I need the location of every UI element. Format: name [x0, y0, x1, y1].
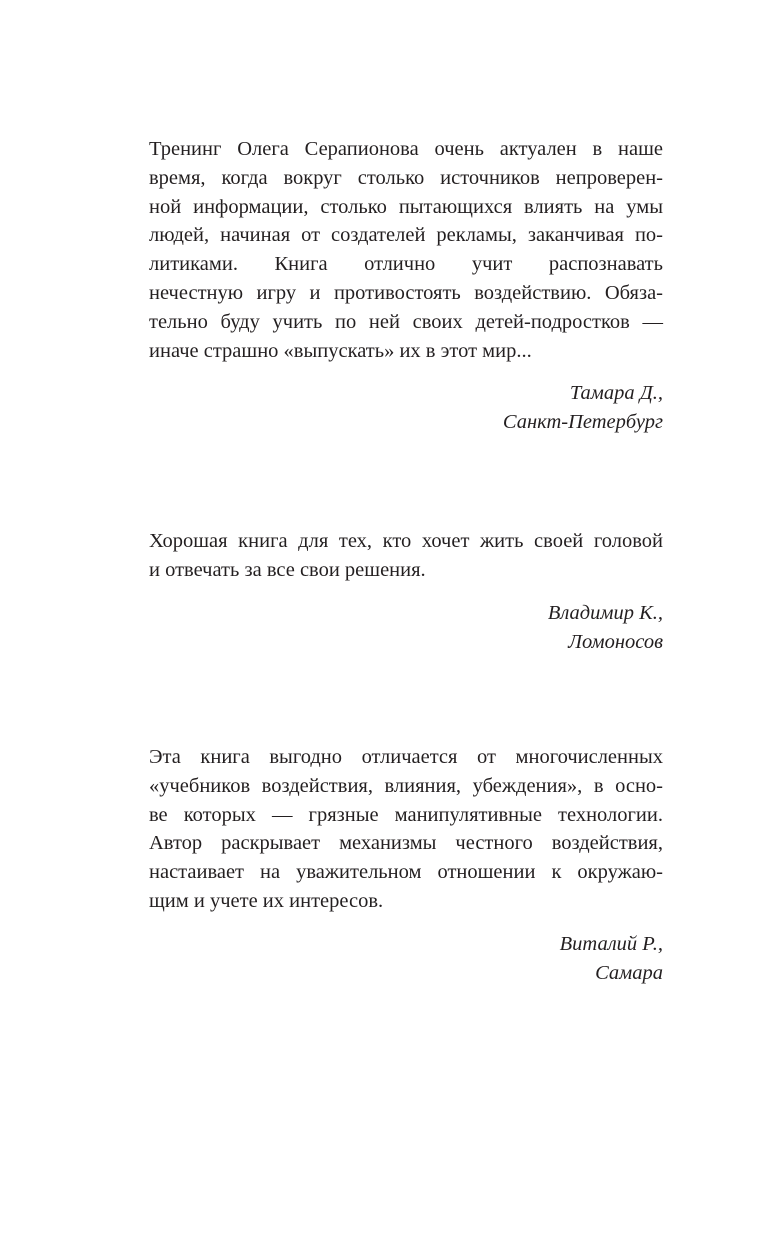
text-line: время, когда вокруг столько источников непроверен-: [149, 166, 663, 189]
text-line: ной информации, столько пытающихся влиять на умы: [149, 195, 663, 218]
text-line: ве которых — грязные манипулятивные технологии.: [149, 803, 663, 826]
review-signature: [149, 930, 663, 988]
review-text: [149, 135, 663, 365]
text-line: литиками. Книга отлично учит распознавать: [149, 253, 663, 276]
review-city: Санкт-Петербург: [502, 411, 663, 434]
review-author: Виталий Р.,: [559, 932, 663, 955]
text-line: «учебников воздействия, влияния, убеждения», в осно-: [149, 774, 663, 797]
text-line: Автор раскрывает механизмы честного воздействия,: [149, 832, 663, 855]
text-line: и отвечать за все свои решения.: [149, 558, 426, 581]
text-line: Эта книга выгодно отличается от многочисленных: [149, 746, 663, 768]
text-line: нечестную игру и противостоять воздействию. Обяза-: [149, 281, 663, 304]
text-line: тельно буду учить по ней своих детей-подростков —: [149, 310, 663, 333]
text-line: настаивает на уважительном отношении к окружаю-: [149, 861, 663, 884]
review-signature: [149, 599, 663, 657]
review-signature: [149, 379, 663, 437]
review-block: [149, 135, 663, 437]
text-line: Тренинг Олега Серапионова очень актуален в наше: [149, 138, 663, 160]
text-line: иначе страшно «выпускать» их в этот мир...: [149, 339, 532, 362]
text-line: Хорошая книга для тех, кто хочет жить своей головой: [149, 530, 663, 552]
review-city: Ломоносов: [568, 630, 663, 653]
review-text: [149, 743, 663, 916]
review-block: [149, 527, 663, 657]
review-city: Самара: [595, 961, 663, 984]
review-text: [149, 527, 663, 585]
text-line: людей, начиная от создателей рекламы, заканчивая по-: [149, 224, 663, 247]
text-line: щим и учете их интересов.: [149, 889, 384, 912]
review-author: Владимир К.,: [547, 601, 663, 624]
review-block: [149, 743, 663, 988]
review-author: Тамара Д.,: [569, 382, 663, 405]
